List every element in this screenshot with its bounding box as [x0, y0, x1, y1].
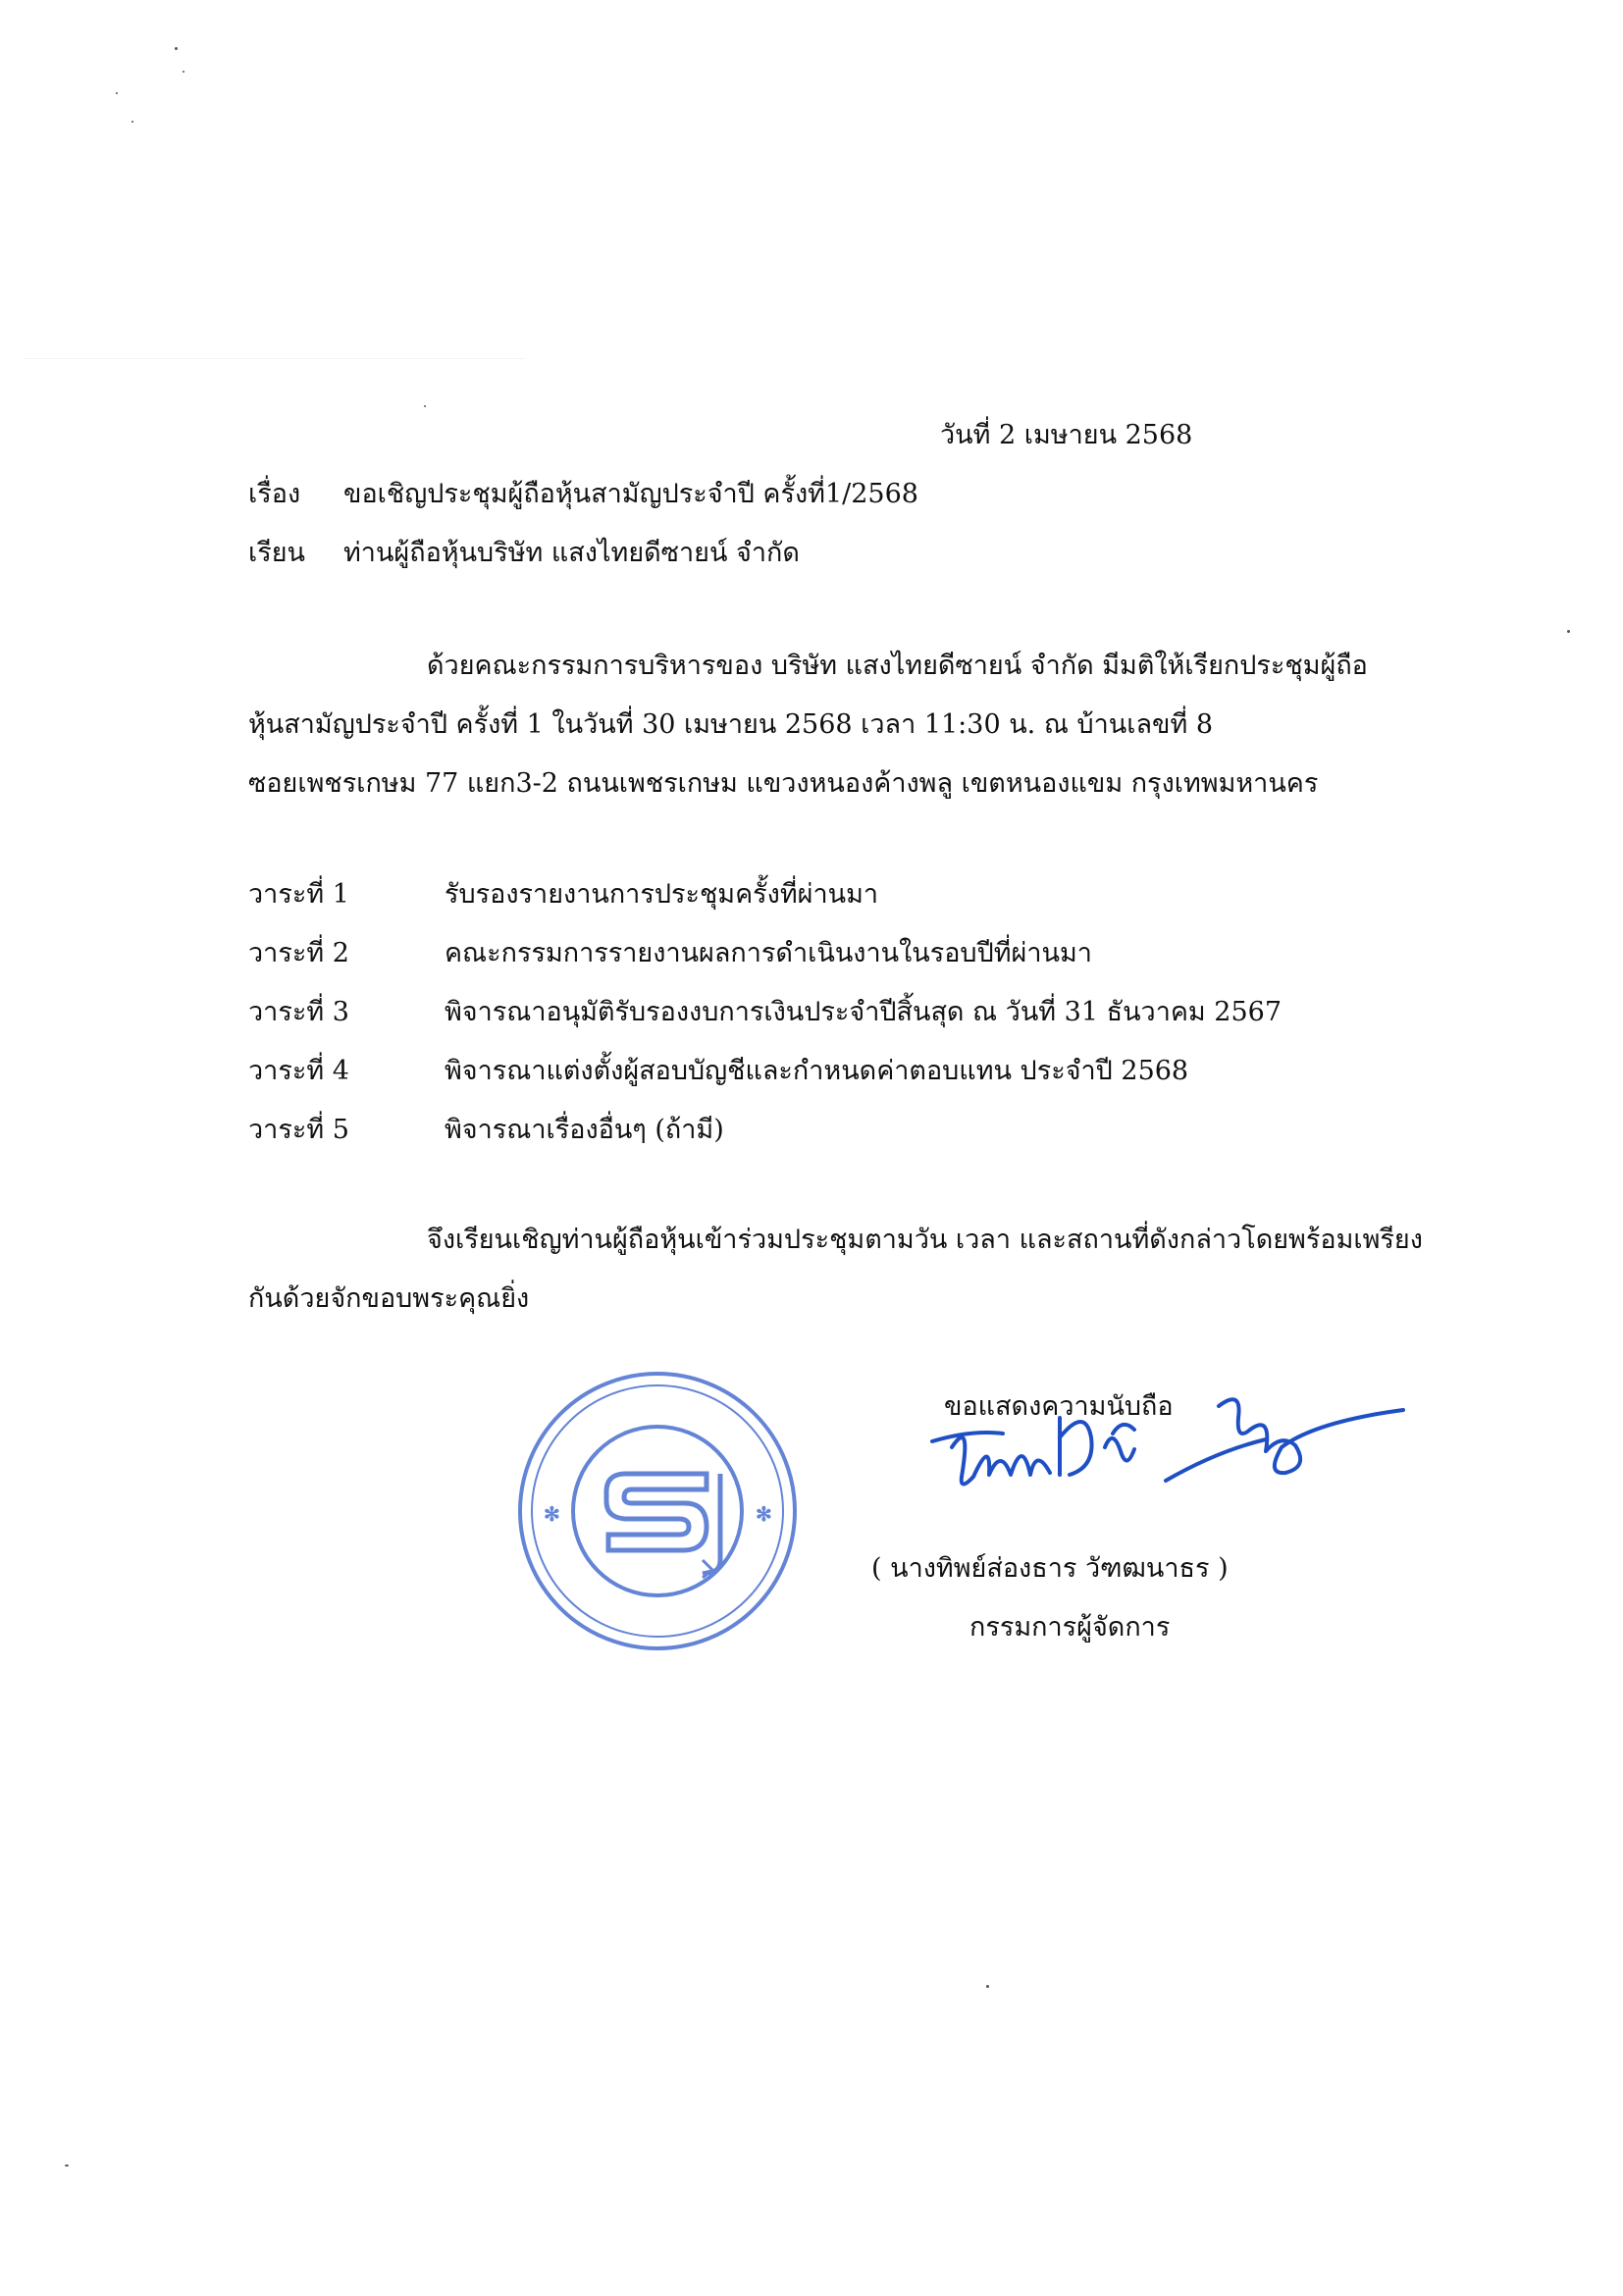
addressee-text: ท่านผู้ถือหุ้นบริษัท แสงไทยดีซายน์ จำกัด [343, 538, 800, 568]
body-line-1: ด้วยคณะกรรมการบริหารของ บริษัท แสงไทยดีซายน์ จำกัด มีมติให้เรียกประชุมผู้ถือ [427, 651, 1368, 681]
regards-text: ขอแสดงความนับถือ [944, 1391, 1174, 1422]
svg-text:✻: ✻ [544, 1504, 560, 1526]
addressee-label: เรียน [248, 538, 306, 568]
scan-speck [986, 1985, 989, 1988]
closing-line-1: จึงเรียนเชิญท่านผู้ถือหุ้นเข้าร่วมประชุมตามวัน เวลา และสถานที่ดังกล่าวโดยพร้อมเพรียง [427, 1225, 1423, 1255]
letter-date: วันที่ 2 เมษายน 2568 [940, 420, 1193, 450]
scan-speck [65, 2165, 69, 2166]
agenda-item-4: พิจารณาแต่งตั้งผู้สอบบัญชีและกำหนดค่าตอบแทน ประจำปี 2568 [445, 1056, 1189, 1086]
body-line-3: ซอยเพชรเกษม 77 แยก3-2 ถนนเพชรเกษม แขวงหนองค้างพลู เขตหนองแขม กรุงเทพมหานคร [248, 768, 1319, 799]
company-seal-stamp [510, 1364, 805, 1658]
subject-text: ขอเชิญประชุมผู้ถือหุ้นสามัญประจำปี ครั้งที่1/2568 [343, 479, 918, 509]
scan-speck [424, 405, 426, 407]
scan-speck [131, 121, 133, 123]
agenda-item-1: รับรองรายงานการประชุมครั้งที่ผ่านมา [445, 879, 879, 910]
closing-line-2: กันด้วยจักขอบพระคุณยิ่ง [248, 1283, 530, 1314]
scan-speck [116, 92, 118, 94]
signatory-title: กรรมการผู้จัดการ [969, 1612, 1171, 1643]
agenda-label-2: วาระที่ 2 [248, 938, 349, 968]
agenda-label-3: วาระที่ 3 [248, 997, 349, 1027]
agenda-item-3: พิจารณาอนุมัติรับรองงบการเงินประจำปีสิ้นสุด ณ วันที่ 31 ธันวาคม 2567 [445, 997, 1283, 1027]
scan-artifact-line [24, 358, 524, 359]
agenda-label-4: วาระที่ 4 [248, 1056, 349, 1086]
agenda-item-2: คณะกรรมการรายงานผลการดำเนินงานในรอบปีที่ผ่านมา [445, 938, 1092, 968]
scan-speck [175, 47, 178, 50]
scan-speck [1567, 630, 1570, 633]
agenda-label-1: วาระที่ 1 [248, 879, 349, 910]
agenda-label-5: วาระที่ 5 [248, 1115, 349, 1145]
scan-speck [183, 71, 184, 73]
signature-mark [913, 1379, 1423, 1516]
body-line-2: หุ้นสามัญประจำปี ครั้งที่ 1 ในวันที่ 30 เมษายน 2568 เวลา 11:30 น. ณ บ้านเลขที่ 8 [248, 709, 1214, 740]
subject-label: เรื่อง [248, 479, 301, 509]
signatory-name: ( นางทิพย์ส่องธาร วัฑฒนาธร ) [871, 1553, 1229, 1584]
agenda-item-5: พิจารณาเรื่องอื่นๆ (ถ้ามี) [445, 1115, 724, 1145]
svg-text:✻: ✻ [756, 1504, 772, 1526]
